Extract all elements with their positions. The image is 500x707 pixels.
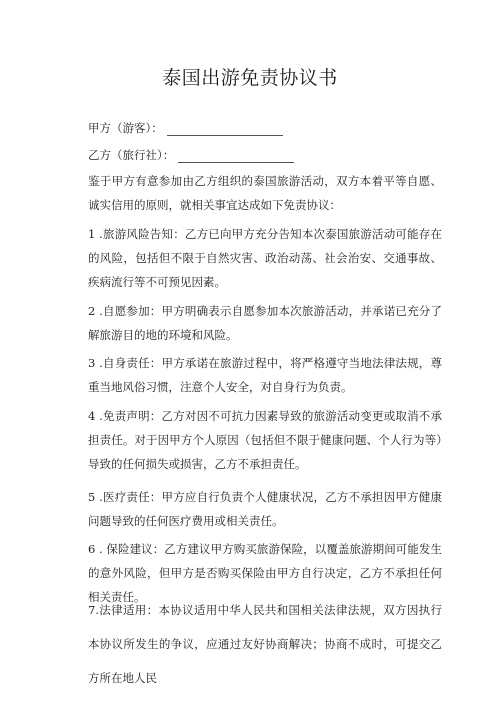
clause-text: 7.法律适用：本协议适用中华人民共和国相关法律法规，双方因执行本协议所发生的争议，应通过友好协商解决；协商不成时，可提交乙方所在地人民 [88, 603, 442, 685]
clause-4 [62, 404, 442, 476]
intro-text: 鉴于甲方有意参加由乙方组织的泰国旅游活动，双方本着平等自愿、诚实信用的原则，就相关事宜达成如下免责协议： [88, 174, 442, 212]
clause-text: 5 .医疗责任：甲方应自行负责个人健康状况，乙方不承担因甲方健康问题导致的任何医疗费用或相关责任。 [88, 490, 442, 528]
document-title: 泰国出游免责协议书 [162, 67, 338, 89]
clause-5 [62, 485, 442, 533]
intro-paragraph [62, 169, 442, 217]
party-b-field [88, 147, 294, 163]
clause-text: 4 .免责声明：乙方对因不可抗力因素导致的旅游活动变更或取消不承担责任。对于因甲方个人原因（包括但不限于健康问题、个人行为等）导致的任何损失或损害，乙方不承担责任。 [88, 409, 442, 471]
clause-3 [62, 351, 442, 399]
party-a-label: 甲方（游客）： [88, 121, 163, 135]
party-a-field [88, 120, 283, 136]
clause-7 [62, 593, 442, 695]
clause-text: 2 .自愿参加：甲方明确表示自愿参加本次旅游活动，并承诺已充分了解旅游目的地的环境和风险。 [88, 304, 442, 342]
party-a-signature-line [167, 122, 283, 136]
clause-text: 6 . 保险建议：乙方建议甲方购买旅游保险，以覆盖旅游期间可能发生的意外风险，但甲方是否购买保险由甲方自行决定，乙方不承担任何相关责任。 [88, 542, 442, 604]
clause-text: 3 .自身责任：甲方承诺在旅游过程中，将严格遵守当地法律法规，尊重当地风俗习惯，注意个人安全，对自身行为负责。 [88, 356, 442, 394]
clause-1 [62, 222, 442, 294]
clause-text: 1 .旅游风险告知：乙方已向甲方充分告知本次泰国旅游活动可能存在的风险，包括但不限于自然灾害、政治动荡、社会治安、交通事故、疾病流行等不可预见因素。 [88, 227, 442, 289]
party-b-label: 乙方（旅行社）： [88, 148, 175, 162]
clause-2 [62, 299, 442, 347]
party-b-signature-line [178, 149, 294, 163]
